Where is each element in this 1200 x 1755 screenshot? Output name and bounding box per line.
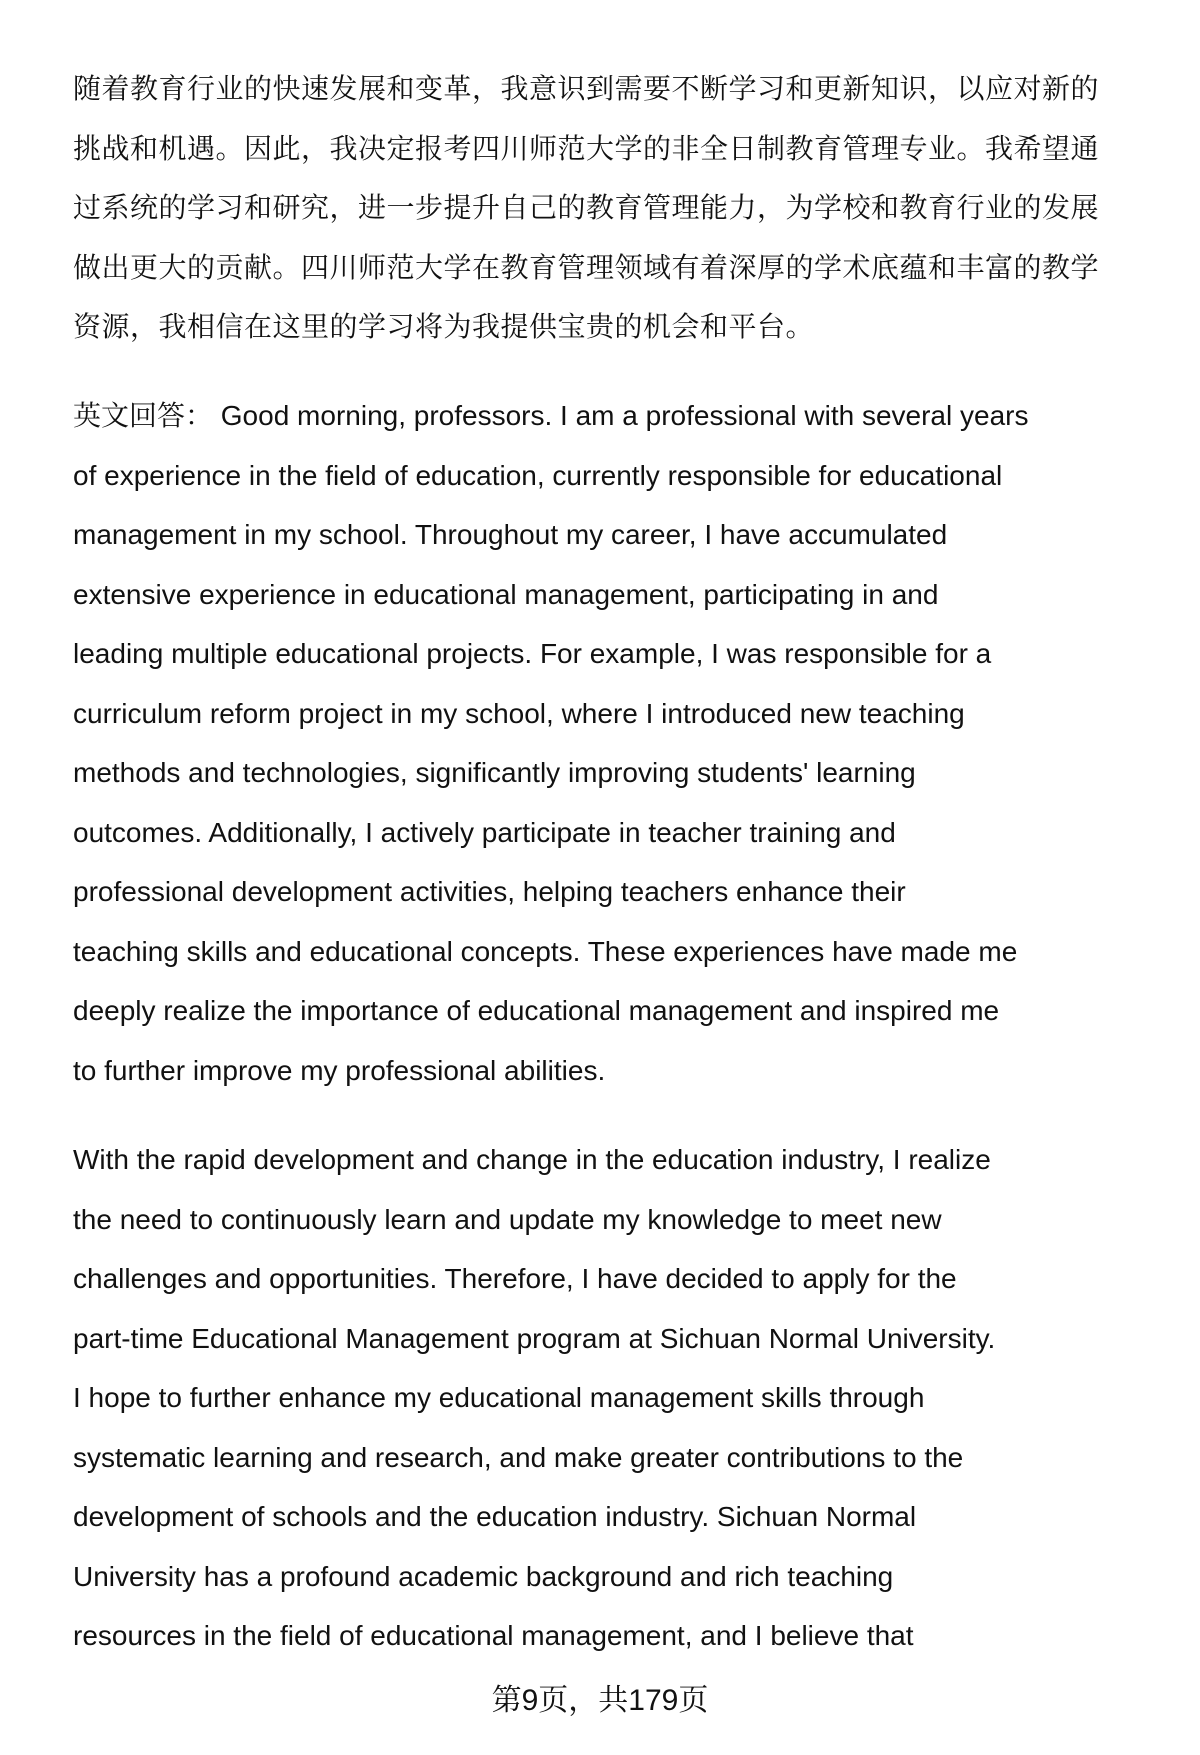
text-line: University has a profound academic background and rich teaching bbox=[73, 1560, 894, 1592]
text-line: of experience in the field of education, currently responsible for educational bbox=[73, 459, 1003, 491]
english-answer-paragraph bbox=[73, 386, 1160, 1100]
text-line: 过系统的学习和研究，进一步提升自己的教育管理能力，为学校和教育行业的发展 bbox=[73, 192, 1100, 223]
english-answer-continued-paragraph bbox=[73, 1130, 1160, 1666]
text-line: 资源，我相信在这里的学习将为我提供宝贵的机会和平台。 bbox=[73, 311, 815, 342]
text-line: professional development activities, helping teachers enhance their bbox=[73, 876, 906, 907]
text-line: outcomes. Additionally, I actively participate in teacher training and bbox=[73, 816, 896, 848]
text-line: I hope to further enhance my educational management skills through bbox=[73, 1382, 925, 1413]
text-line: teaching skills and educational concepts. These experiences have made me bbox=[73, 935, 1018, 967]
text-line: the need to continuously learn and update my knowledge to meet new bbox=[73, 1203, 942, 1235]
chinese-answer-paragraph bbox=[73, 59, 1160, 357]
text-line: to further improve my professional abilities. bbox=[73, 1054, 606, 1086]
text-line: 随着教育行业的快速发展和变革，我意识到需要不断学习和更新知识，以应对新的 bbox=[73, 73, 1100, 104]
text-line: deeply realize the importance of educational management and inspired me bbox=[73, 995, 1000, 1026]
text-line: challenges and opportunities. Therefore, I have decided to apply for the bbox=[73, 1263, 957, 1294]
text-line: resources in the field of educational management, and I believe that bbox=[73, 1620, 914, 1651]
text-line: extensive experience in educational management, participating in and bbox=[73, 578, 939, 610]
text-line: methods and technologies, significantly improving students' learning bbox=[73, 757, 916, 788]
text-line: curriculum reform project in my school, where I introduced new teaching bbox=[73, 697, 965, 729]
text-line: development of schools and the education industry. Sichuan Normal bbox=[73, 1501, 917, 1532]
text-line: part-time Educational Management program at Sichuan Normal University. bbox=[73, 1322, 996, 1354]
text-line: leading multiple educational projects. For example, I was responsible for a bbox=[73, 638, 992, 669]
page-number: 第9页，共179页 bbox=[491, 1684, 709, 1717]
text-line: 做出更大的贡献。四川师范大学在教育管理领域有着深厚的学术底蕴和丰富的教学 bbox=[73, 251, 1100, 283]
text-line: 英文回答： Good morning, professors. I am a professional with several years bbox=[73, 400, 1029, 431]
text-line: management in my school. Throughout my career, I have accumulated bbox=[73, 519, 948, 550]
text-line: systematic learning and research, and make greater contributions to the bbox=[73, 1441, 964, 1473]
text-line: 挑战和机遇。因此，我决定报考四川师范大学的非全日制教育管理专业。我希望通 bbox=[73, 132, 1100, 164]
text-line: With the rapid development and change in the education industry, I realize bbox=[73, 1144, 991, 1175]
